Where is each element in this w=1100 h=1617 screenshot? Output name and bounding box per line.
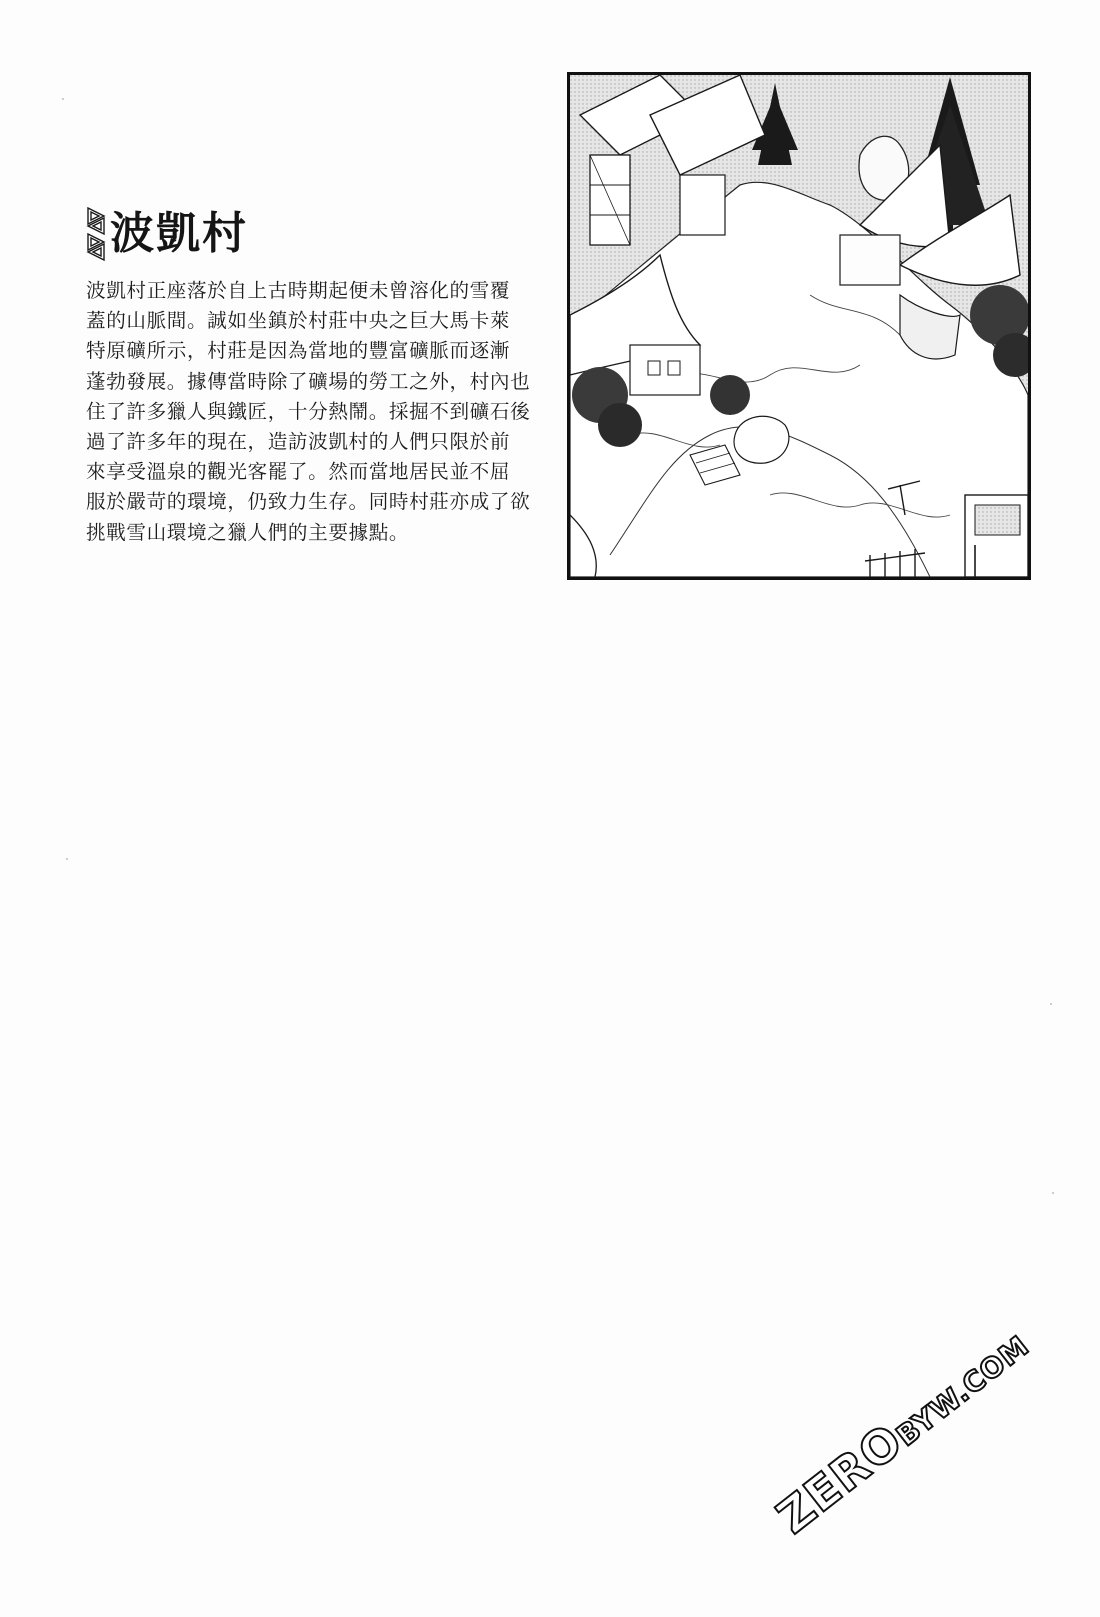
text-line: 過了許多年的現在，造訪波凱村的人們只限於前 (86, 430, 511, 454)
text-line: 波凱村正座落於自上古時期起便未曾溶化的雪覆 (86, 279, 511, 302)
description-paragraph (86, 276, 546, 548)
watermark (767, 1316, 1038, 1544)
watermark-domain: BYW.COM (890, 1329, 1036, 1453)
scan-speck (66, 858, 68, 860)
section-heading (86, 206, 248, 262)
text-line: 特原礦所示，村莊是因為當地的豐富礦脈而逐漸 (86, 339, 511, 363)
text-line: 來享受溫泉的觀光客罷了。然而當地居民並不屈 (86, 460, 511, 484)
text-line: 蓋的山脈間。誠如坐鎮於村莊中央之巨大馬卡萊 (86, 309, 511, 333)
watermark-main: ZERO (766, 1413, 913, 1544)
triangle-pattern-icon (86, 206, 106, 262)
section-title: 波凱村 (110, 208, 248, 259)
text-line: 服於嚴苛的環境，仍致力生存。同時村莊亦成了欲 (86, 490, 531, 514)
text-line: 蓬勃發展。據傳當時除了礦場的勞工之外，村內也 (86, 369, 531, 393)
scan-speck (1050, 1003, 1052, 1005)
village-illustration (567, 72, 1031, 580)
text-line: 住了許多獵人與鐵匠，十分熱鬧。採掘不到礦石後 (86, 399, 531, 423)
text-line: 挑戰雪山環境之獵人們的主要據點。 (86, 520, 410, 544)
scan-speck (1052, 1192, 1054, 1194)
scan-speck (62, 98, 64, 100)
village-illustration-art (570, 75, 1028, 577)
